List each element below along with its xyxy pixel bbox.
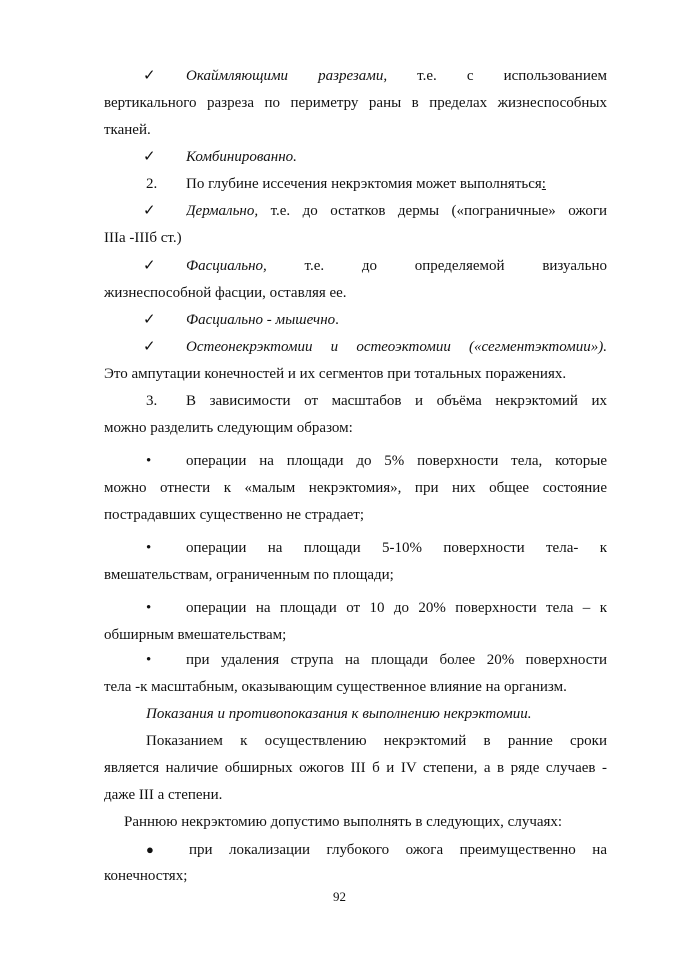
paragraph-line: является наличие обширных ожогов III б и IV степени, а в ряде случаев -	[104, 760, 607, 776]
checkmark-icon: ✓	[143, 203, 156, 219]
paragraph-line: даже III а степени.	[104, 787, 223, 803]
paragraph-line: IIIa -IIIб ст.)	[104, 230, 182, 246]
checkmark-icon: ✓	[143, 339, 156, 355]
list-number: 2.	[146, 176, 158, 192]
paragraph-line: операции на площади до 5% поверхности тела, которые	[186, 453, 607, 469]
paragraph-line: обширным вмешательствам;	[104, 627, 287, 643]
bullet-icon: •	[146, 652, 152, 668]
checkmark-icon: ✓	[143, 258, 156, 274]
paragraph-line: Дермально, т.е. до остатков дермы («пограничные» ожоги	[186, 203, 607, 219]
paragraph-line: можно разделить следующим образом:	[104, 420, 353, 436]
paragraph-line: Фасциально, т.е. до определяемой визуально	[186, 258, 607, 274]
bullet-icon: •	[146, 600, 152, 616]
checkmark-icon: ✓	[143, 149, 156, 165]
paragraph-line: операции на площади от 10 до 20% поверхности тела – к	[186, 600, 607, 616]
paragraph-line: вертикального разреза по периметру раны в пределах жизнеспособных	[104, 95, 607, 111]
list-number: 3.	[146, 393, 158, 409]
paragraph-line: Остеонекрэктомии и остеоэктомии («сегментэктомии»).	[186, 339, 607, 355]
checkmark-icon: ✓	[143, 68, 156, 84]
paragraph-line: жизнеспособной фасции, оставляя ее.	[104, 285, 347, 301]
paragraph-line: Показанием к осуществлению некрэктомий в ранние сроки	[146, 733, 607, 749]
paragraph-line: операции на площади 5-10% поверхности тела- к	[186, 540, 607, 556]
bullet-icon: •	[146, 453, 152, 469]
list-item-text: Фасциально - мышечно.	[186, 312, 339, 328]
paragraph-line: В зависимости от масштабов и объёма некрэктомий их	[186, 393, 607, 409]
paragraph-line: конечностях;	[104, 868, 188, 884]
paragraph-line: тканей.	[104, 122, 151, 138]
paragraph-line: Это ампутации конечностей и их сегментов при тотальных поражениях.	[104, 366, 567, 382]
paragraph-line: при удаления струпа на площади более 20% поверхности	[186, 652, 607, 668]
bullet-icon: ●	[146, 842, 154, 857]
paragraph-line: можно отнести к «малым некрэктомия», при них общее состояние	[104, 480, 607, 496]
page-number: 92	[333, 889, 346, 904]
paragraph-line: тела -к масштабным, оказывающим существенное влияние на организм.	[104, 679, 567, 695]
paragraph-line: вмешательствам, ограниченным по площади;	[104, 567, 394, 583]
list-item-text: Комбинированно.	[186, 149, 297, 165]
section-heading: Показания и противопоказания к выполнению некрэктомии.	[146, 706, 532, 722]
bullet-icon: •	[146, 540, 152, 556]
list-item-text: По глубине иссечения некрэктомия может выполняться:	[186, 176, 546, 192]
paragraph-line: Раннюю некрэктомию допустимо выполнять в следующих, случаях:	[124, 814, 563, 830]
checkmark-icon: ✓	[143, 312, 156, 328]
paragraph-line: пострадавших существенно не страдает;	[104, 507, 365, 523]
paragraph-line: Окаймляющими разрезами, т.е. с использованием	[186, 68, 607, 84]
paragraph-line: при локализации глубокого ожога преимущественно на	[189, 842, 607, 858]
